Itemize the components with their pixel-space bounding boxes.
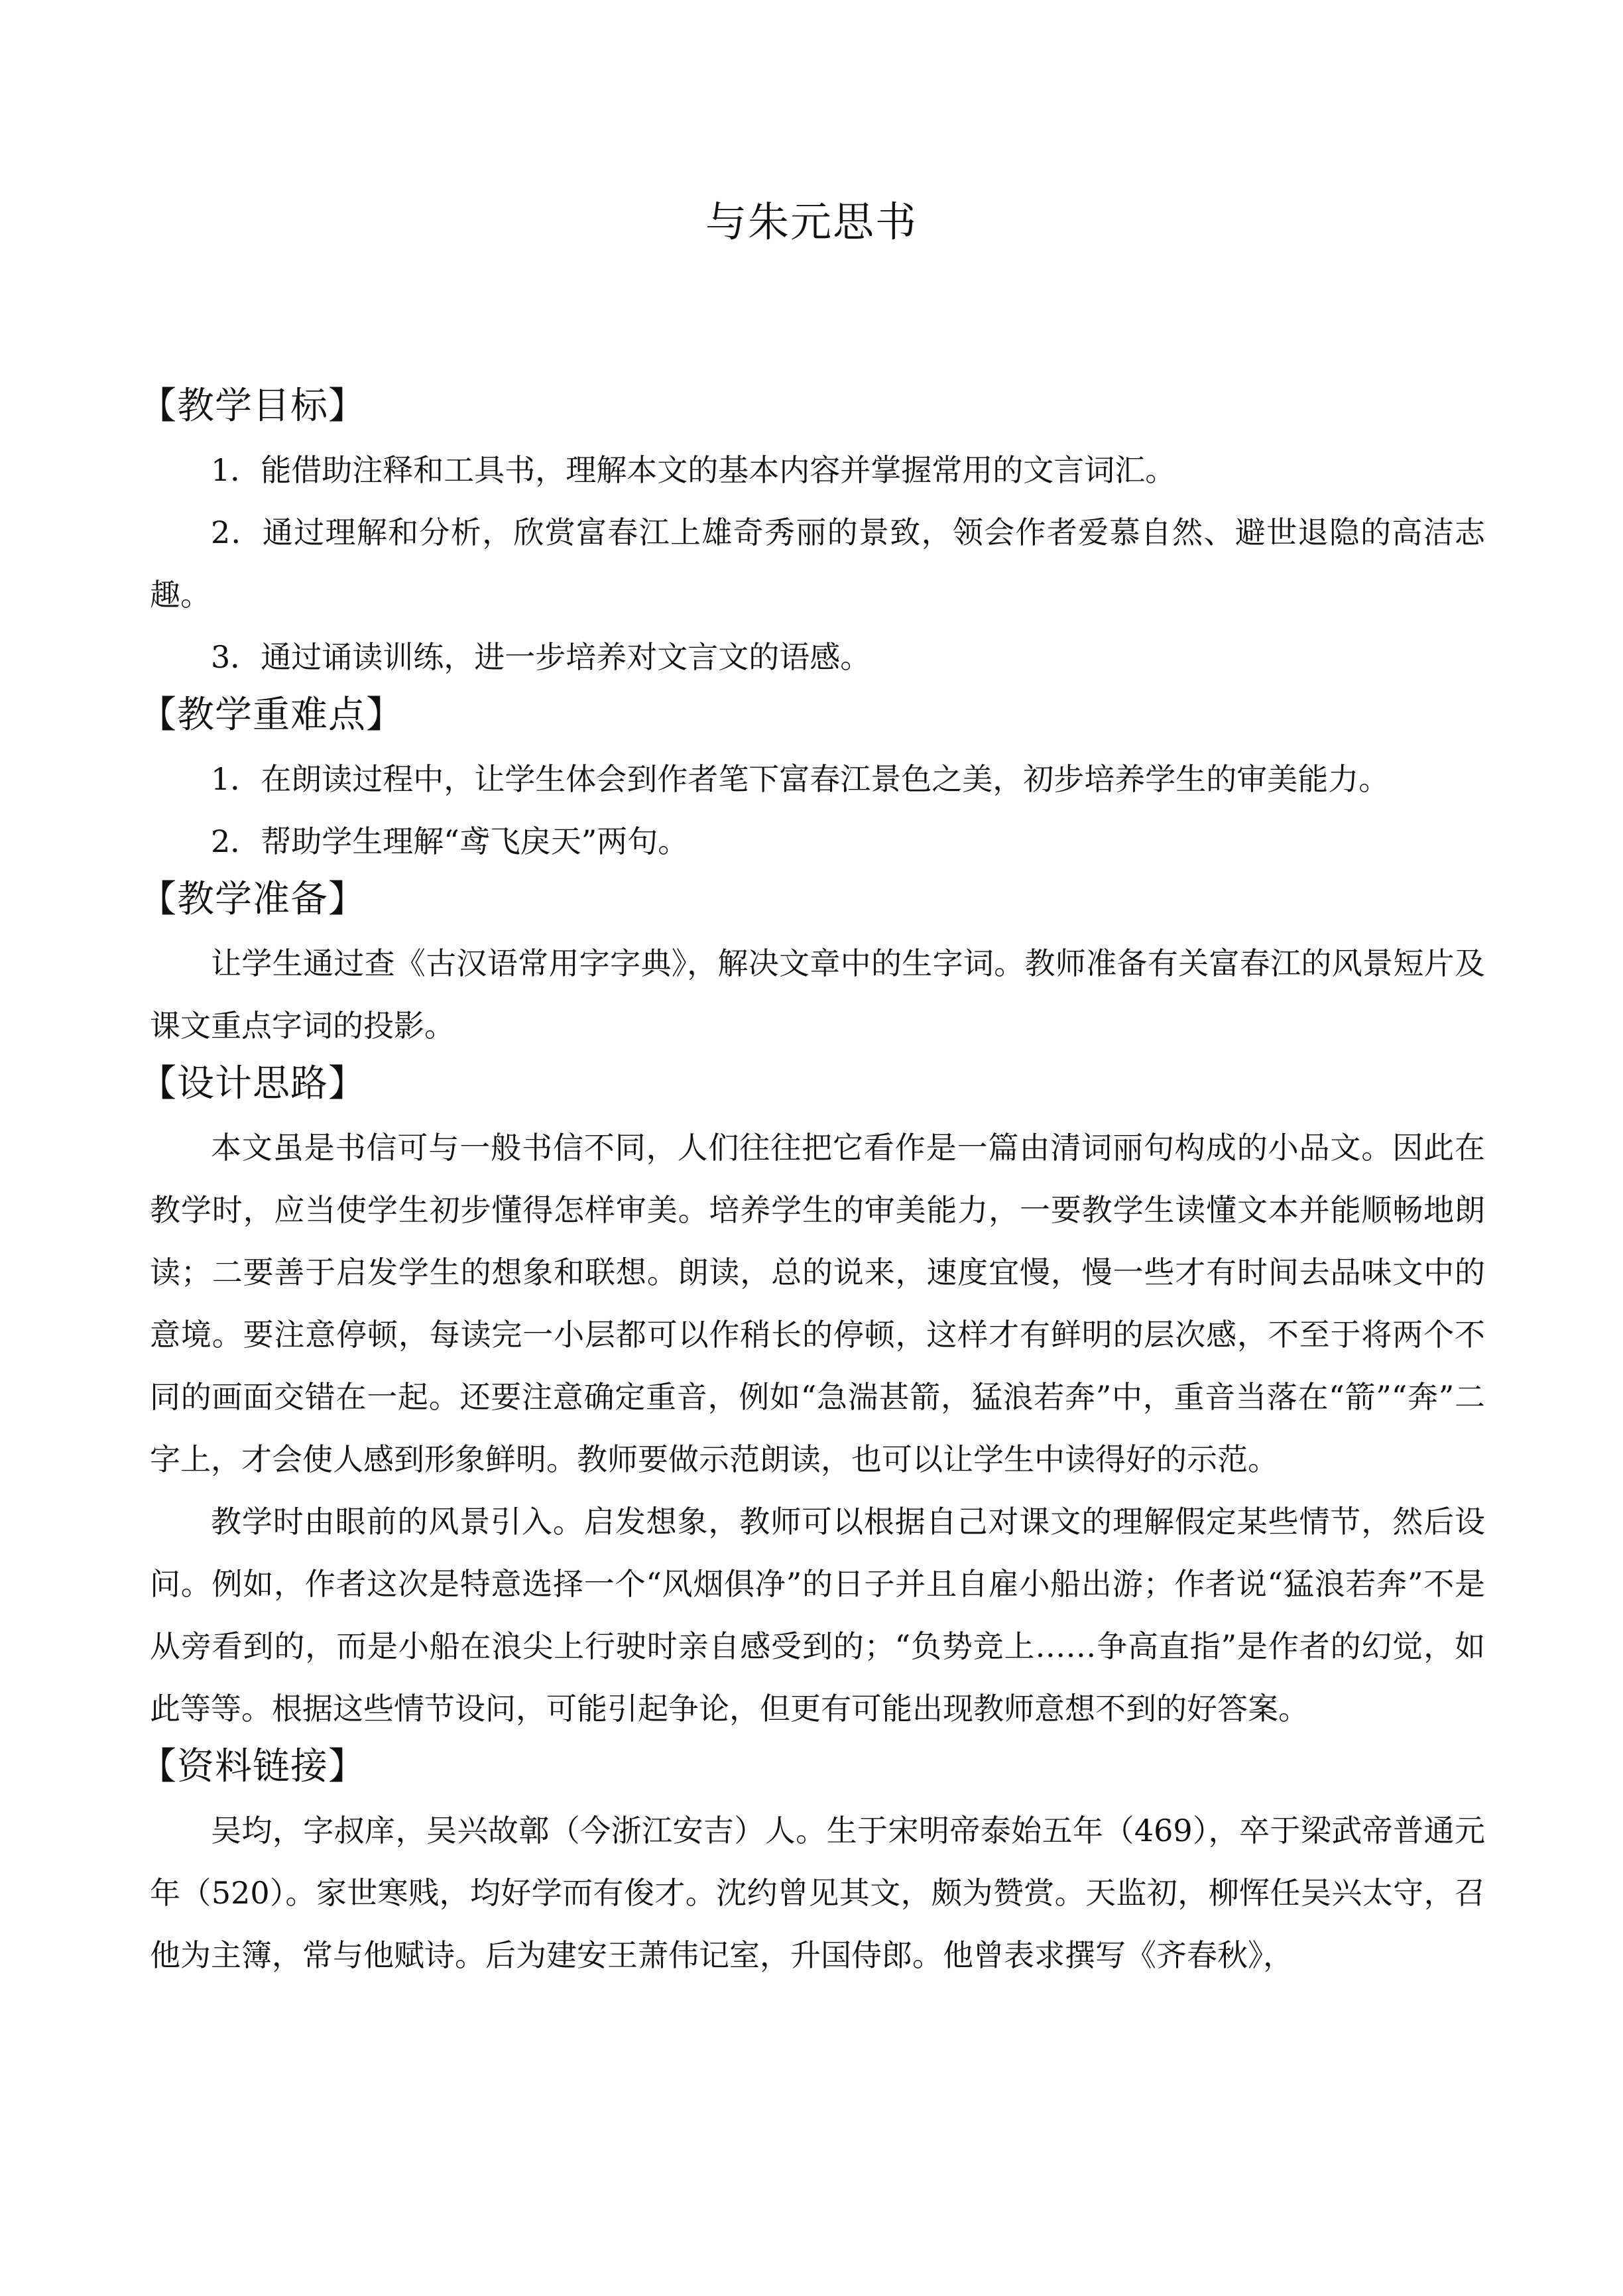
section-heading: 【教学准备】 xyxy=(139,878,366,921)
paragraph: 让学生通过查《古汉语常用字字典》，解决文章中的生字词。教师准备有关富春江的风景短片及课文重点字词的投影。 xyxy=(150,945,1485,1044)
paragraph: 吴均，字叔庠，吴兴故鄣（今浙江安吉）人。生于宋明帝泰始五年（469），卒于梁武帝普通元年（520）。家世寒贱，均好学而有俊才。沈约曾见其文，颇为赞赏。天监初，柳恽任吴兴太守，召他为主簿，常与他赋诗。后为建安王萧伟记室，升国侍郎。他曾表求撰写《齐春秋》， xyxy=(150,1813,1485,1973)
paragraph: 3．通过诵读训练，进一步培养对文言文的语感。 xyxy=(211,639,871,675)
section-heading: 【教学目标】 xyxy=(139,385,366,428)
section-heading: 【设计思路】 xyxy=(139,1062,366,1105)
paragraph: 本文虽是书信可与一般书信不同，人们往往把它看作是一篇由清词丽句构成的小品文。因此在教学时，应当使学生初步懂得怎样审美。培养学生的审美能力，一要教学生读懂文本并能顺畅地朗读；二要善于启发学生的想象和联想。朗读，总的说来，速度宜慢，慢一些才有时间去品味文中的意境。要注意停顿，每读完一小层都可以作稍长的停顿，这样才有鲜明的层次感，不至于将两个不同的画面交错在一起。还要注意确定重音，例如“急湍甚箭，猛浪若奔”中，重音当落在“箭”“奔”二字上，才会使人感到形象鲜明。教师要做示范朗读，也可以让学生中读得好的示范。 xyxy=(150,1130,1485,1477)
section-reference-links xyxy=(139,1744,1485,1986)
paragraph: 1．在朗读过程中，让学生体会到作者笔下富春江景色之美，初步培养学生的审美能力。 xyxy=(211,761,1390,797)
section-teaching-preparation xyxy=(139,876,1485,1057)
document-body xyxy=(139,383,1485,1990)
paragraph: 2．帮助学生理解“鸢飞戾天”两句。 xyxy=(211,823,689,859)
paragraph: 1．能借助注释和工具书，理解本文的基本内容并掌握常用的文言词汇。 xyxy=(211,452,1176,488)
section-teaching-goals xyxy=(139,383,1485,688)
section-key-difficulties xyxy=(139,692,1485,873)
section-heading: 【资料链接】 xyxy=(139,1745,366,1788)
section-heading: 【教学重难点】 xyxy=(139,694,404,737)
paragraph: 2．通过理解和分析，欣赏富春江上雄奇秀丽的景致，领会作者爱慕自然、避世退隐的高洁志趣。 xyxy=(150,514,1485,613)
section-design-ideas xyxy=(139,1061,1485,1740)
document-title: 与朱元思书 xyxy=(705,198,918,246)
paragraph: 教学时由眼前的风景引入。启发想象，教师可以根据自己对课文的理解假定某些情节，然后设问。例如，作者这次是特意选择一个“风烟俱净”的日子并且自雇小船出游；作者说“猛浪若奔”不是从旁看到的，而是小船在浪尖上行驶时亲自感受到的；“负势竞上……争高直指”是作者的幻觉，如此等等。根据这些情节设问，可能引起争论，但更有可能出现教师意想不到的好答案。 xyxy=(150,1504,1485,1726)
